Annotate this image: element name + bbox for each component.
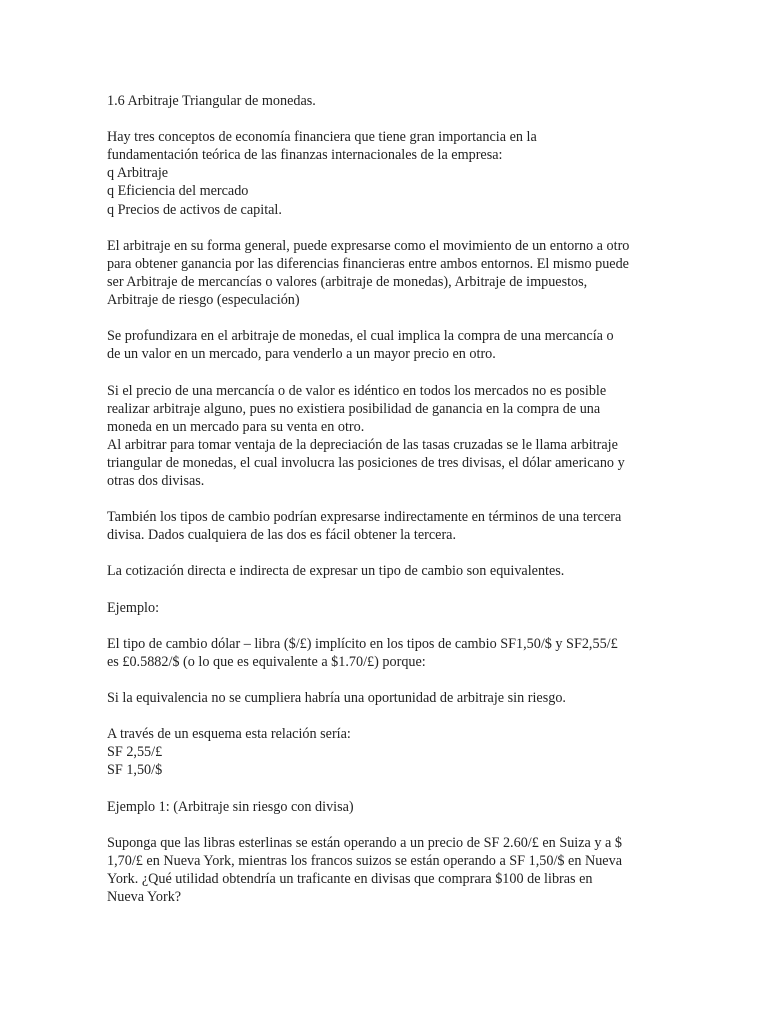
paragraph-example-label: Ejemplo: bbox=[107, 599, 160, 616]
document-page bbox=[107, 92, 687, 924]
paragraph-example-1-label: Ejemplo 1: (Arbitraje sin riesgo con divisa) bbox=[107, 798, 354, 815]
paragraph-arbitrage-definition: El arbitraje en su forma general, puede expresarse como el movimiento de un entorno a otro para obtener ganancia por las diferencias financieras entre ambos entornos. El mismo puede ser Arbitraje de mercancías o valores (arbitraje de monedas), Arbitraje de impuestos, Arbitraje de riesgo (especulación) bbox=[107, 237, 630, 309]
paragraph-third-currency: También los tipos de cambio podrían expresarse indirectamente en términos de una tercera divisa. Dados cualquiera de las dos es fácil obtener la tercera. bbox=[107, 509, 622, 544]
paragraph-currency-arbitrage: Se profundizara en el arbitraje de monedas, el cual implica la compra de una mercancía o de un valor en un mercado, para venderlo a un mayor precio en otro. bbox=[107, 328, 614, 363]
paragraph-scheme: A través de un esquema esta relación sería: SF 2,55/£ SF 1,50/$ bbox=[107, 726, 351, 779]
paragraph-concepts: Hay tres conceptos de economía financiera que tiene gran importancia en la fundamentación teórica de las finanzas internacionales de la empresa: q Arbitraje q Eficiencia del mercado q Precios de activos de capital. bbox=[107, 129, 537, 218]
paragraph-quotation: La cotización directa e indirecta de expresar un tipo de cambio son equivalentes. bbox=[107, 563, 565, 580]
paragraph-exchange-rate: El tipo de cambio dólar – libra ($/£) implícito en los tipos de cambio SF1,50/$ y SF2,55/£ es £0.5882/$ (o lo que es equivalente a $1.70/£) porque: bbox=[107, 635, 618, 670]
section-title: 1.6 Arbitraje Triangular de monedas. bbox=[107, 93, 316, 109]
paragraph-triangular-arbitrage: Si el precio de una mercancía o de valor es idéntico en todos los mercados no es posible realizar arbitraje alguno, pues no existiera posibilidad de ganancia en la compra de una moneda en un mercado para su venta en otro. Al arbitrar para tomar ventaja de la depreciación de las tasas cruzadas se le llama arbitraje triangular de monedas, el cual involucra las posiciones de tres divisas, el dólar americano y otras dos divisas. bbox=[107, 382, 625, 489]
paragraph-example-1-problem: Suponga que las libras esterlinas se están operando a un precio de SF 2.60/£ en Suiza y a $ 1,70/£ en Nueva York, mientras los francos suizos se están operando a SF 1,50/$ en Nueva York. ¿Qué utilidad obtendría un traficante en divisas que comprara $100 de libras en Nueva York? bbox=[107, 834, 622, 906]
paragraph-equivalence: Si la equivalencia no se cumpliera habría una oportunidad de arbitraje sin riesgo. bbox=[107, 690, 566, 707]
